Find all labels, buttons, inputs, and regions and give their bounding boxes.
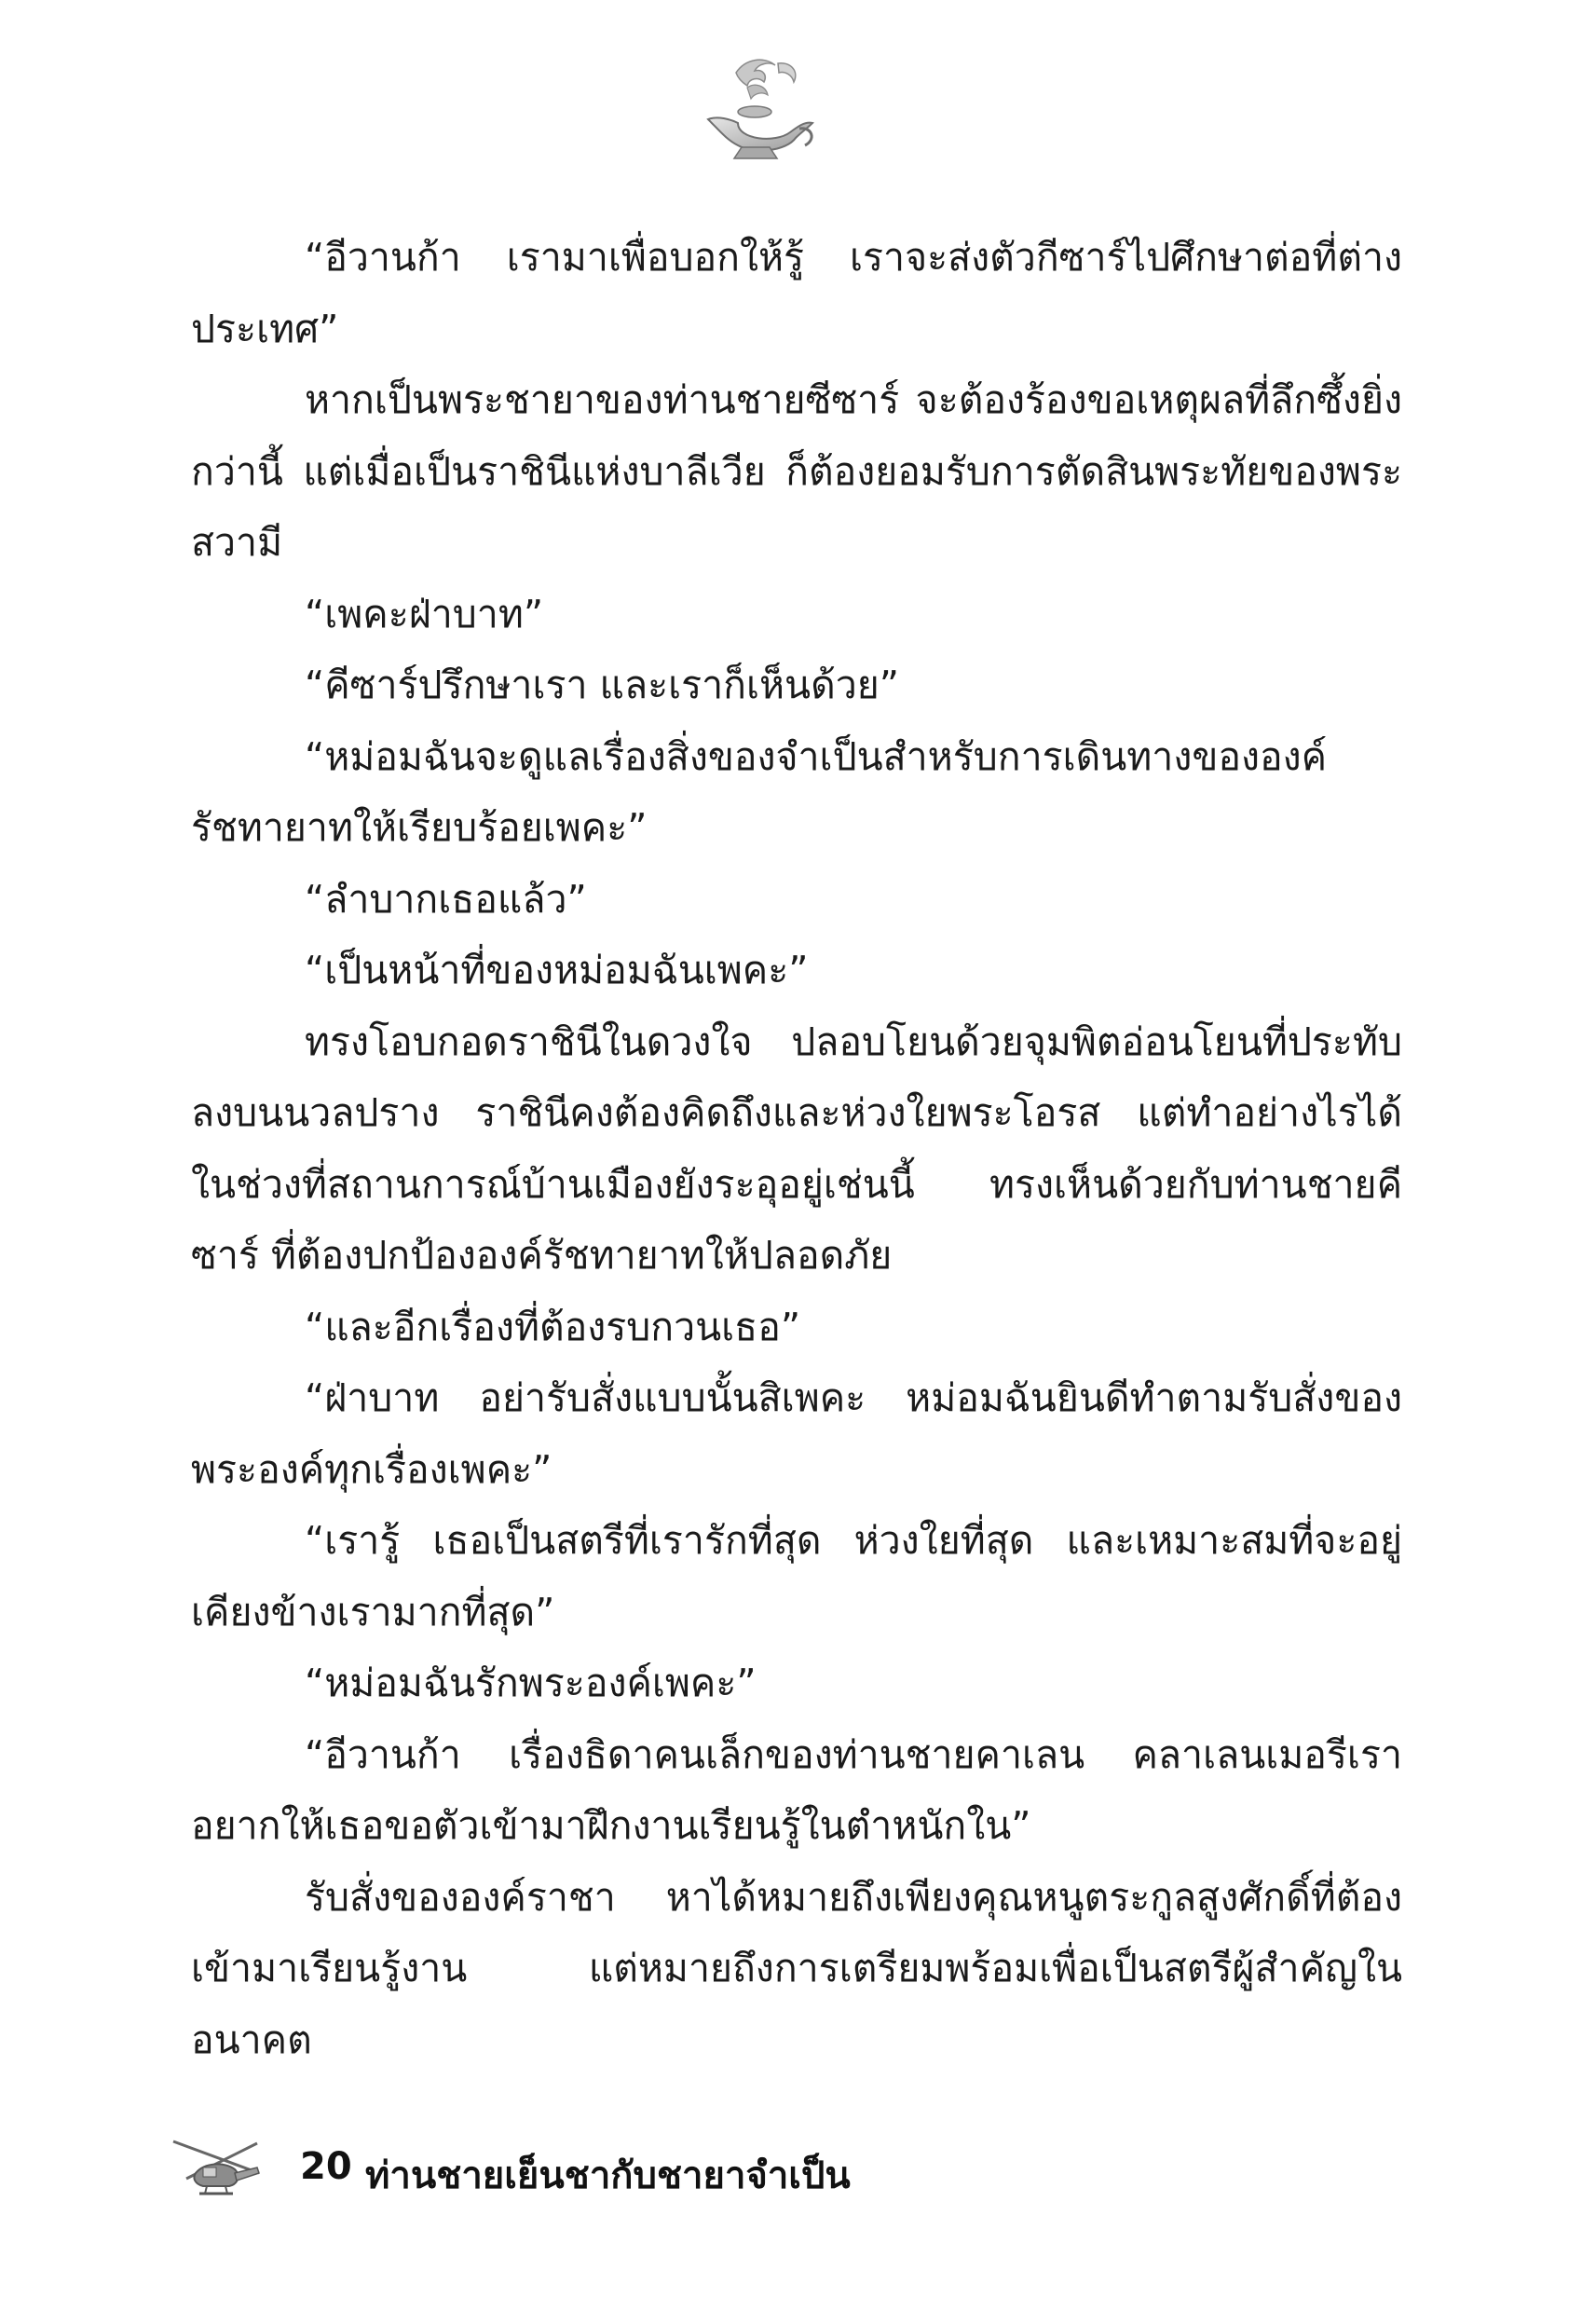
lamp-ornament-icon <box>689 54 820 166</box>
paragraph: รับสั่งขององค์ราชา หาได้หมายถึงเพียงคุณหนูตระกูลสูงศักดิ์ที่ต้องเข้ามาเรียนรู้งาน แต่หมายถึงการเตรียมพร้อมเพื่อเป็นสตรีผู้สำคัญในอนาคต <box>191 1874 1402 2062</box>
paragraph: “ฝ่าบาท อย่ารับสั่งแบบนั้นสิเพคะ หม่อมฉันยินดีทำตามรับสั่งของพระองค์ทุกเรื่องเพคะ” <box>191 1375 1402 1492</box>
book-title: ท่านชายเย็นชากับชายาจำเป็น <box>365 2154 851 2197</box>
paragraph: “ลำบากเธอแล้ว” <box>305 876 587 922</box>
paragraph: “หม่อมฉันรักพระองค์เพคะ” <box>305 1661 757 1705</box>
paragraph: “คีซาร์ปรึกษาเรา และเราก็เห็นด้วย” <box>305 663 899 707</box>
paragraph: “อีวานก้า เรามาเพื่อบอกให้รู้ เราจะส่งตัวกีซาร์ไปศึกษาต่อที่ต่างประเทศ” <box>191 235 1402 351</box>
page-number: 20 <box>300 2145 352 2188</box>
page-footer <box>168 2136 1006 2210</box>
paragraph: “และอีกเรื่องที่ต้องรบกวนเธอ” <box>305 1304 801 1349</box>
paragraph: “เรารู้ เธอเป็นสตรีที่เรารักที่สุด ห่วงใยที่สุด และเหมาะสมที่จะอยู่เคียงข้างเรามากที่สุด” <box>191 1518 1402 1634</box>
paragraph: “เป็นหน้าที่ของหม่อมฉันเพคะ” <box>305 948 809 992</box>
paragraph: ทรงโอบกอดราชินีในดวงใจ ปลอบโยนด้วยจุมพิตอ่อนโยนที่ประทับลงบนนวลปราง ราชินีคงต้องคิดถึงและห่วงใยพระโอรส แต่ทำอย่างไรได้ ในช่วงที่สถานการณ์บ้านเมืองยังระอุอยู่เช่นนี้ ทรงเห็นด้วยกับท่านชายคีซาร์ ที่ต้องปกป้ององค์รัชทายาทให้ปลอดภัย <box>191 1019 1402 1278</box>
helicopter-icon <box>168 2136 265 2201</box>
paragraph: “หม่อมฉันจะดูแลเรื่องสิ่งของจำเป็นสำหรับการเดินทางขององค์รัชทายาทให้เรียบร้อยเพคะ” <box>191 733 1328 850</box>
paragraph: “อีวานก้า เรื่องธิดาคนเล็กของท่านชายคาเลน คลาเลนเมอรีเราอยากให้เธอขอตัวเข้ามาฝึกงานเรียนรู้ในตำหนักใน” <box>191 1731 1402 1848</box>
paragraph: หากเป็นพระชายาของท่านชายซีซาร์ จะต้องร้องขอเหตุผลที่ลึกซึ้งยิ่งกว่านี้ แต่เมื่อเป็นราชินีแห่งบาลีเวีย ก็ต้องยอมรับการตัดสินพระทัยของพระสวามี <box>191 377 1402 565</box>
paragraph: “เพคะฝ่าบาท” <box>305 591 544 636</box>
story-text <box>191 222 1402 2075</box>
